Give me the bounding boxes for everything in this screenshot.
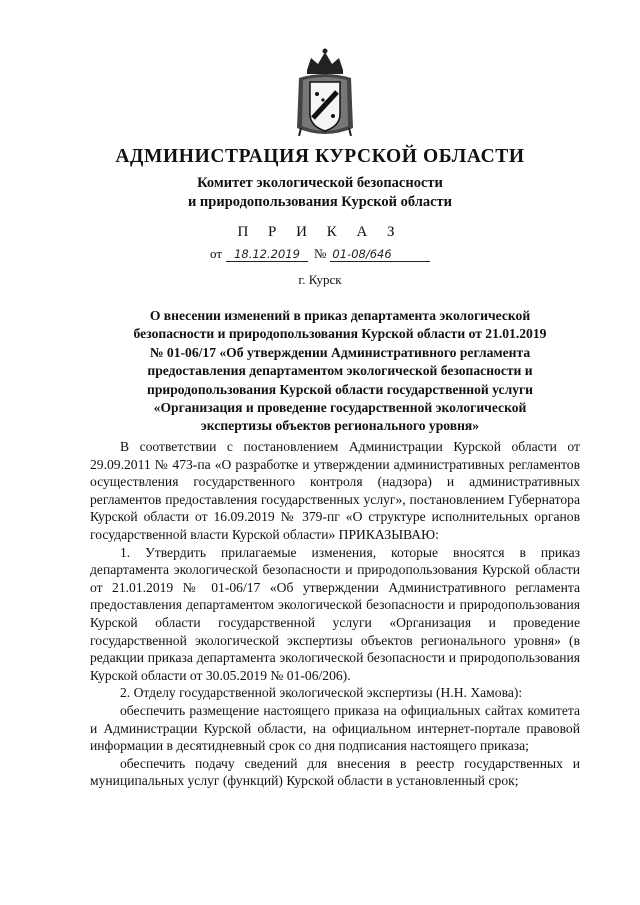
order-body [90, 438, 580, 790]
body-paragraph: обеспечить размещение настоящего приказа на официальных сайтах комитета и Администрации Курской области, на официальном интернет-портале правовой информации в десятидневный срок со дня подписания настоящего приказа; [90, 702, 580, 754]
date-prefix: от [210, 246, 223, 261]
subject-line: № 01-06/17 «Об утверждении Административного регламента [149, 344, 531, 360]
committee-line: и природопользования Курской области [187, 194, 453, 210]
body-paragraph: 2. Отделу государственной экологической экспертизы (Н.Н. Хамова): [120, 685, 523, 701]
subject-line: природопользования Курской области государственной услуги [146, 381, 533, 397]
body-paragraph: В соответствии с постановлением Администрации Курской области от 29.09.2011 № 473-па «О разработке и утверждении административных регламентов осуществления государственного контроля (надзора) и административных регламентов предоставления государственных услуг», постановлением Губернатора Курской области от 16.09.2019 № 379-пг «О структуре исполнительных органов государственной власти Курской области» ПРИКАЗЫВАЮ: [90, 439, 580, 542]
body-paragraph: обеспечить подачу сведений для внесения в реестр государственных и муниципальных услуг (функций) Курской области в установленный срок; [90, 755, 580, 789]
date-number-line [210, 246, 430, 262]
organization-title: АДМИНИСТРАЦИЯ КУРСКОЙ ОБЛАСТИ [115, 146, 525, 167]
subject-line: предоставления департаментом экологической безопасности и [147, 363, 533, 379]
subject-line: безопасности и природопользования Курской области от 21.01.2019 [133, 326, 547, 342]
subject-line: «Организация и проведение государственной экологической [153, 400, 527, 416]
committee-line: Комитет экологической безопасности [197, 175, 443, 191]
date-handwritten: 18.12.2019 [226, 247, 308, 262]
number-handwritten: 01-08/646 [330, 247, 430, 262]
committee-name [0, 174, 640, 212]
order-subject [95, 307, 585, 436]
body-paragraph: 1. Утвердить прилагаемые изменения, которые вносятся в приказ департамента экологической безопасности и природопользования Курской области от 21.01.2019 № 01-06/17 «Об утверждении Административного регламента предоставления департаментом экологической безопасности и природопользования Курской области государственной услуги «Организация и проведение государственной экологической экспертизы объектов регионального уровня» (в редакции приказа департамента экологической безопасности и природопользования Курской области от 30.05.2019 № 01-06/206). [90, 544, 580, 683]
subject-line: О внесении изменений в приказ департамента экологической [149, 308, 531, 323]
document-type: П Р И К А З [237, 224, 403, 240]
coat-of-arms-emblem [293, 48, 357, 140]
number-prefix: № [314, 246, 327, 261]
city: г. Курск [298, 272, 342, 287]
subject-line: экспертизы объектов регионального уровня» [200, 418, 480, 434]
